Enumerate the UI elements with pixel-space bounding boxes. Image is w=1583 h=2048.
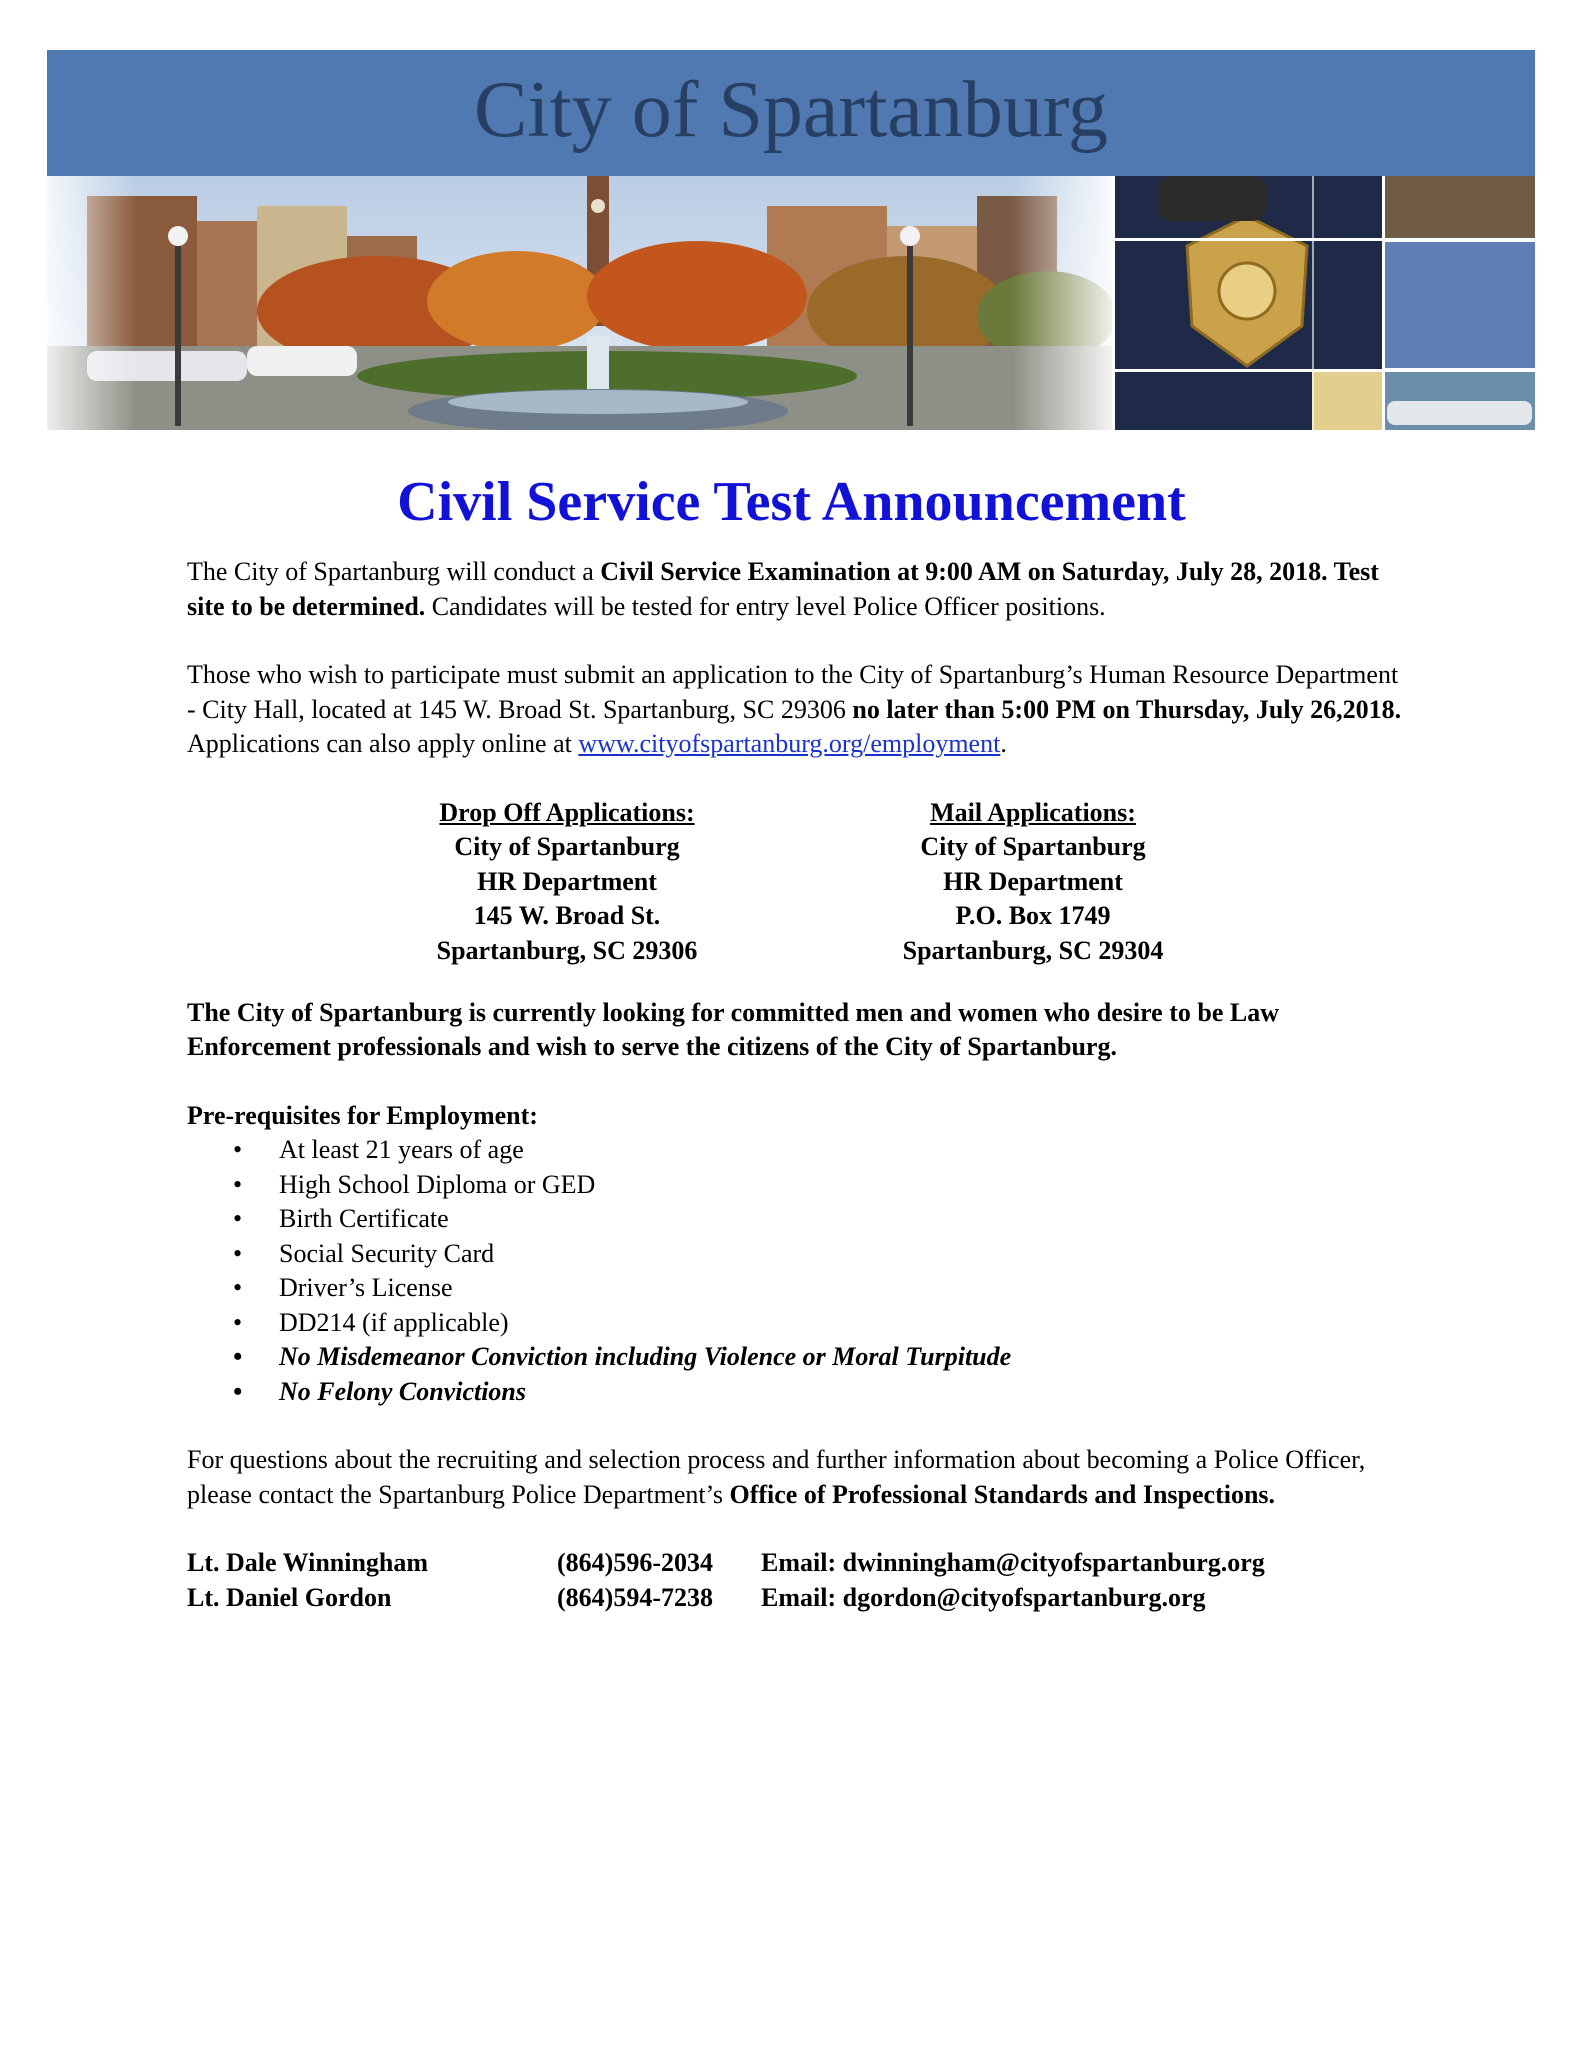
prereq-list bbox=[187, 1133, 1402, 1409]
drop-off-line: Spartanburg, SC 29306 bbox=[436, 935, 698, 965]
police-badge-photo bbox=[1112, 176, 1535, 430]
drop-off-line: City of Spartanburg bbox=[454, 832, 680, 861]
questions-paragraph: For questions about the recruiting and selection process and further information about becoming a Police Officer, please contact the Spartanburg Police Department’s Office of Professional Standards and Inspections. bbox=[187, 1445, 1366, 1509]
banner-photo-collage bbox=[47, 176, 1535, 430]
contact-email: Email: dgordon@cityofspartanburg.org bbox=[761, 1582, 1206, 1612]
prereq-heading: Pre-requisites for Employment: bbox=[187, 1100, 538, 1130]
prereq-item: • Driver’s License bbox=[187, 1271, 1402, 1306]
contact-phone: (864)596-2034 bbox=[557, 1548, 713, 1577]
contact-email: Email: dwinningham@cityofspartanburg.org bbox=[761, 1548, 1265, 1577]
document-title: Civil Service Test Announcement bbox=[397, 471, 1186, 533]
mail-line: City of Spartanburg bbox=[920, 832, 1146, 861]
mail-line: HR Department bbox=[943, 866, 1123, 896]
intro-paragraph: The City of Spartanburg will conduct a Civil Service Examination at 9:00 AM on Saturday, July 28, 2018. Test site to be determined. Candidates will be tested for entry level Police Officer positions. bbox=[187, 557, 1379, 621]
contact-list bbox=[187, 1546, 1402, 1615]
drop-off-address bbox=[407, 796, 727, 969]
drop-off-line: HR Department bbox=[477, 866, 657, 896]
prereq-item: • No Misdemeanor Conviction including Violence or Moral Turpitude bbox=[187, 1340, 1402, 1375]
banner-title: City of Spartanburg bbox=[473, 66, 1109, 154]
mail-heading: Mail Applications: bbox=[930, 797, 1136, 827]
contact-row bbox=[187, 1546, 1402, 1581]
banner-title-bar bbox=[47, 50, 1535, 176]
prereq-item: • Birth Certificate bbox=[187, 1202, 1402, 1237]
contact-row bbox=[187, 1581, 1402, 1616]
drop-off-line: 145 W. Broad St. bbox=[473, 901, 661, 930]
prereq-item: • Social Security Card bbox=[187, 1237, 1402, 1272]
town-square-photo bbox=[47, 176, 1117, 430]
application-addresses bbox=[187, 796, 1402, 966]
prereq-item: • High School Diploma or GED bbox=[187, 1168, 1402, 1203]
prereq-item: • At least 21 years of age bbox=[187, 1133, 1402, 1168]
contact-name: Lt. Dale Winningham bbox=[187, 1548, 429, 1577]
mail-address bbox=[873, 796, 1193, 969]
contact-name: Lt. Daniel Gordon bbox=[187, 1582, 392, 1612]
drop-off-heading: Drop Off Applications: bbox=[439, 797, 695, 827]
contact-phone: (864)594-7238 bbox=[557, 1582, 713, 1612]
submit-paragraph: Those who wish to participate must submit an application to the City of Spartanburg’s Human Resource Department - City Hall, located at 145 W. Broad St. Spartanburg, SC 29306 no later than 5:00 PM on Thursday, July 26,2018. Applications can also apply online at www.cityofspartanburg.org/employment. bbox=[187, 660, 1402, 758]
prereq-item: • DD214 (if applicable) bbox=[187, 1306, 1402, 1341]
employment-link[interactable]: www.cityofspartanburg.org/employment bbox=[578, 729, 1001, 758]
mail-line: P.O. Box 1749 bbox=[955, 901, 1111, 930]
document-body bbox=[187, 555, 1402, 1615]
mail-line: Spartanburg, SC 29304 bbox=[902, 935, 1164, 965]
looking-paragraph: The City of Spartanburg is currently looking for committed men and women who desire to be Law Enforcement professionals and wish to serve the citizens of the City of Spartanburg. bbox=[187, 997, 1279, 1061]
prereq-item: • No Felony Convictions bbox=[187, 1375, 1402, 1410]
